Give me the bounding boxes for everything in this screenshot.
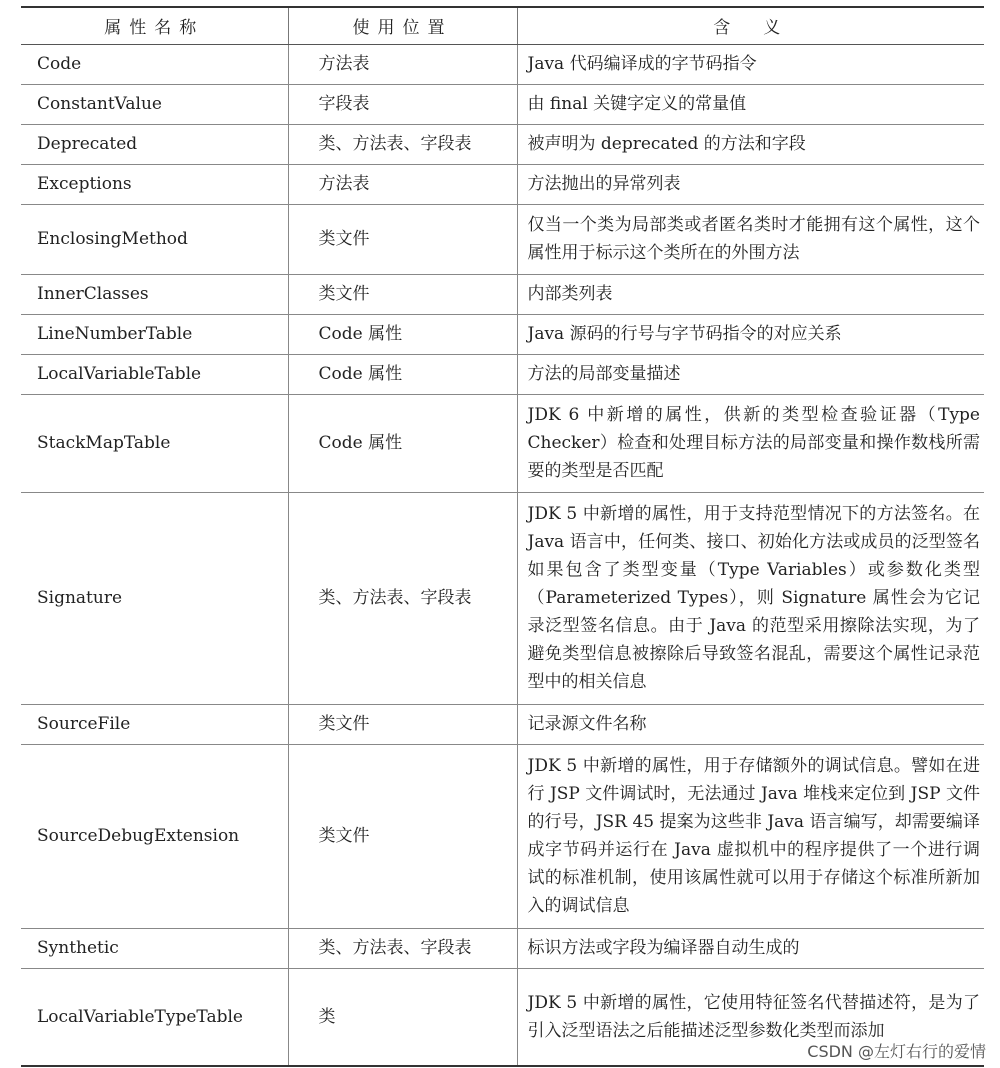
table-row (21, 492, 984, 704)
table-row (21, 204, 984, 274)
header-row (21, 7, 984, 44)
cell-usage-location: 类、方法表、字段表 (288, 492, 517, 704)
table-row (21, 744, 984, 928)
cell-usage-location: 类文件 (288, 204, 517, 274)
cell-meaning: JDK 6 中新增的属性，供新的类型检查验证器（Type Checker）检查和处理目标方法的局部变量和操作数栈所需要的类型是否匹配 (517, 394, 984, 492)
cell-attribute-name: SourceDebugExtension (21, 744, 288, 928)
cell-meaning: JDK 5 中新增的属性，它使用特征签名代替描述符，是为了引入泛型语法之后能描述泛型参数化类型而添加 (517, 968, 984, 1066)
cell-usage-location: 类、方法表、字段表 (288, 124, 517, 164)
cell-usage-location: Code 属性 (288, 354, 517, 394)
cell-usage-location: 类、方法表、字段表 (288, 928, 517, 968)
table-row (21, 314, 984, 354)
cell-meaning: 仅当一个类为局部类或者匿名类时才能拥有这个属性，这个属性用于标示这个类所在的外围方法 (517, 204, 984, 274)
cell-attribute-name: InnerClasses (21, 274, 288, 314)
cell-attribute-name: SourceFile (21, 704, 288, 744)
cell-meaning: JDK 5 中新增的属性，用于支持范型情况下的方法签名。在 Java 语言中，任何类、接口、初始化方法或成员的泛型签名如果包含了类型变量（Type Variables）或参数化类型（Parameterized Types），则 Signature 属性会为它记录泛型签名信息。由于 Java 的范型采用擦除法实现，为了避免类型信息被擦除后导致签名混乱，需要这个属性记录范型中的相关信息 (517, 492, 984, 704)
cell-attribute-name: Synthetic (21, 928, 288, 968)
cell-usage-location: 方法表 (288, 44, 517, 84)
table-row (21, 124, 984, 164)
cell-usage-location: 字段表 (288, 84, 517, 124)
cell-meaning: 被声明为 deprecated 的方法和字段 (517, 124, 984, 164)
cell-usage-location: 类 (288, 968, 517, 1066)
cell-attribute-name: LocalVariableTypeTable (21, 968, 288, 1066)
cell-usage-location: Code 属性 (288, 394, 517, 492)
cell-usage-location: 类文件 (288, 744, 517, 928)
cell-meaning: JDK 5 中新增的属性，用于存储额外的调试信息。譬如在进行 JSP 文件调试时，无法通过 Java 堆栈来定位到 JSP 文件的行号，JSR 45 提案为这些非 Java 语言编写，却需要编译成字节码并运行在 Java 虚拟机中的程序提供了一个进行调试的标准机制，使用该属性就可以用于存储这个标准所新加入的调试信息 (517, 744, 984, 928)
cell-attribute-name: Signature (21, 492, 288, 704)
header-usage-location: 使用位置 (288, 7, 517, 44)
cell-usage-location: 类文件 (288, 274, 517, 314)
cell-usage-location: 类文件 (288, 704, 517, 744)
header-meaning: 含 义 (517, 7, 984, 44)
cell-meaning: 内部类列表 (517, 274, 984, 314)
cell-attribute-name: EnclosingMethod (21, 204, 288, 274)
cell-attribute-name: Exceptions (21, 164, 288, 204)
cell-attribute-name: Deprecated (21, 124, 288, 164)
cell-usage-location: Code 属性 (288, 314, 517, 354)
table-row (21, 44, 984, 84)
table-row (21, 274, 984, 314)
cell-meaning: Java 源码的行号与字节码指令的对应关系 (517, 314, 984, 354)
cell-meaning: 方法抛出的异常列表 (517, 164, 984, 204)
cell-attribute-name: LineNumberTable (21, 314, 288, 354)
cell-meaning: Java 代码编译成的字节码指令 (517, 44, 984, 84)
cell-meaning: 记录源文件名称 (517, 704, 984, 744)
table-row (21, 354, 984, 394)
csdn-watermark: CSDN @左灯右行的爱情 (807, 1042, 986, 1061)
cell-meaning: 方法的局部变量描述 (517, 354, 984, 394)
table-row (21, 394, 984, 492)
cell-meaning: 由 final 关键字定义的常量值 (517, 84, 984, 124)
table-row (21, 928, 984, 968)
cell-attribute-name: StackMapTable (21, 394, 288, 492)
cell-attribute-name: LocalVariableTable (21, 354, 288, 394)
cell-attribute-name: Code (21, 44, 288, 84)
table-row (21, 84, 984, 124)
header-attribute-name: 属性名称 (21, 7, 288, 44)
cell-meaning: 标识方法或字段为编译器自动生成的 (517, 928, 984, 968)
table-row (21, 164, 984, 204)
cell-usage-location: 方法表 (288, 164, 517, 204)
table-row (21, 704, 984, 744)
attribute-table (21, 6, 984, 1067)
cell-attribute-name: ConstantValue (21, 84, 288, 124)
